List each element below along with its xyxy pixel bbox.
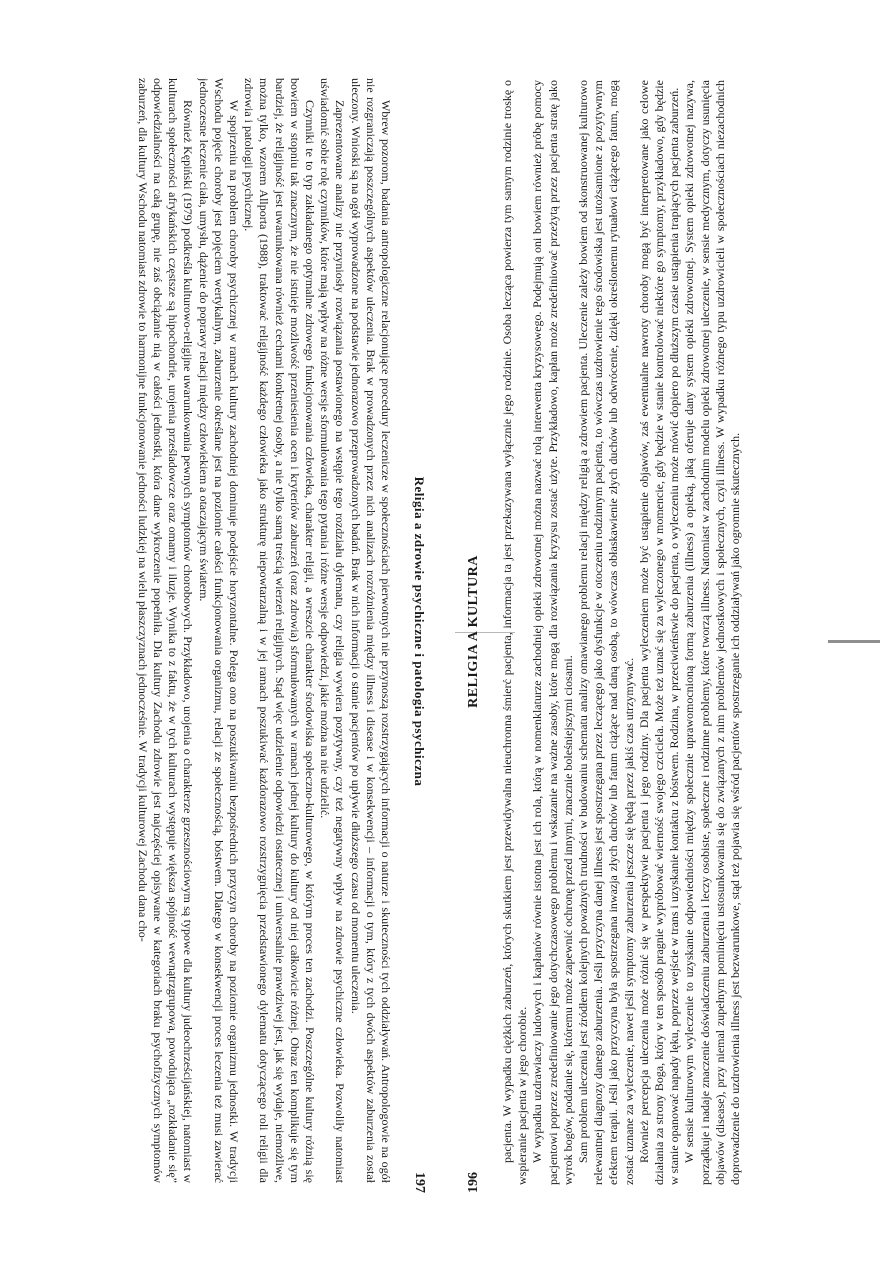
scan-mark [828, 640, 880, 643]
paragraph: W wypadku uzdrawiaczy ludowych i kapłanów równie istotna jest ich rola, którą w nomenklaturze zachodniej opieki zdrowotnej można nazwać rolą interwenta kryzysowego. Podejmują oni bowiem również próbę pomocy pacjentowi poprzez zredefiniowanie jego dotychczasowego problemu i wskazanie na ważne zasoby, które mogą dla rozwiązania kryzysu zostać użyte. Przykładowo, kapłan może zredefiniować przeżytą przez pacjenta stratę jako wyrok bogów, poddanie się, któremu może zapewnić ochronę przed innymi, znacznie boleśniejszymi ciosami. [530, 80, 575, 1185]
scan-mark [455, 632, 515, 633]
paragraph: Zaprezentowane analizy nie przyniosły rozwiązania postawionego na wstępie tego rozdziału dylematu, czy religia wywiera pozytywny, czy też negatywny wpływ na zdrowie psychiczne człowieka. Pozwoliły natomiast uświadomić sobie rolę czynników, które mają wpływ na różne wersje sformułowania tego pytania i różne wersje odpowiedzi, jakie można na nie udzielić. [318, 78, 348, 1183]
paragraph: Czynniki te to typ zakładanego optymalne zdrowego funkcjonowania człowieka, charakter religii, a wreszcie charakter środowiska społeczno-kulturowego, w którym proces ten zachodzi. Poszczególne kultury różnią się bowiem w stopniu tak znacznym, że nie istnieje możliwość przeniesienia ocen i kryteriów zaburzeń (oraz zdrowia) sformułowanych w ramach jednej kultury do kultury od niej całkowicie różnej. Obraz ten komplikuje się tym bardziej, że religijność jest uwarunkowana również cechami konkretnej osoby, a nie tylko samą treścią wierzeń religijnych. Stąd więc udzielenie odpowiedzi ostatecznej i uniwersalnie prawdziwej jest, jak się wydaje, niemożliwe, można tylko, wzorem Allporta (1988), traktować religijność każdego człowieka jako strukturę niepowtarzalną i w jej ramach poszukiwać każdorazowo rozstrzygnięcia przedstawionego dylematu dotyczącego roli religii dla zdrowia i patologii psychicznej. [242, 78, 317, 1183]
paragraph: Sam problem uleczenia jest źródłem kolejnych poważnych trudności w budowaniu schematu analizy omawianego problemu relacji między religią a zdrowiem pacjenta. Uleczenie zależy bowiem od skonstruowanej kulturowo relewantnej diagnozy danego zaburzenia. Jeśli przyczyna danej illness jest spostrzegana przez leczącego jako dysfunkcje w otoczeniu rodzinnym pacjenta, to wówczas uzdrowienie tego środowiska jest utożsamione z pozytywnym efektem terapii. Jeśli jako przyczyna była spostrzegana inwazja złych duchów lub fatum ciążące nad daną osobą, to wówczas obłaskawienie złych duchów lub odwrócenie, dzięki określonemu rytuałowi ciążącego fatum, mogą zostać uznane za wyleczenie, nawet jeśli symptomy zaburzenia jeszcze się będą przez jakiś czas utrzymywać. [576, 80, 636, 1185]
right-page-number: 197 [412, 1172, 427, 1193]
paragraph: W sensie kulturowym wyleczenie to uzyskanie odpowiedniości między społecznie uprawomocnioną formą zaburzenia (illness) a opieką, jaką oferuje dany system opieki zdrowotnej. System opieki zdrowotnej nazywa, porządkuje i nadaje znaczenie doświadczeniu zaburzenia i leczy osobiste, społeczne i rodzinne problemy, które tworzą illness. Natomiast w zachodnim modelu opieki zdrowotnej uleczenie, w sensie medycznym, dotyczy usunięcia objawów (disease), przy niemal zupełnym pominięciu ustosunkowania się do związanych z nim problemów jednostkowych i społecznych, czyli illness. W wypadku różnego typu uzdrowicieli w społecznościach niezachodnich doprowadzenie do uzdrowienia illness jest bezwarunkowe, stąd też pojawia się wśród pacjentów spostrzeganie ich oddziaływań jako ogromnie skutecznych. [682, 80, 743, 1185]
left-body-text [500, 80, 870, 1185]
right-body-text [23, 78, 393, 1183]
paragraph: Również percepcja uleczenia może różnić się w perspektywie pacjenta i jego rodziny. Dla pacjenta wyleczeniem może być ustąpienie objawów, zaś ewentualne nawroty choroby mogą być interpretowane jako celowe działania za strony Boga, który w ten sposób pragnie wypróbować wierność swojego czciciela. Może też uznać się za wyleczonego w momencie, gdy będzie w stanie kontrolować niektóre go symptomy, przykładowo, gdy będzie w stanie opanować napady lęku, poprzez wejście w trans i uzyskanie kontaktu z bóstwem. Rodzina, w przeciwieństwie do pacjenta, o wyleczeniu może mówić dopiero po dłuższym czasie ustąpienia trapiących pacjenta zaburzeń. [636, 80, 682, 1185]
right-running-title: Religia a zdrowie psychiczne i patologia psychiczna [412, 476, 427, 787]
right-running-head [405, 70, 427, 1193]
paragraph: pacjenta. W wypadku ciężkich zaburzeń, których skutkiem jest przewidywalna nieuchronna śmierć pacjenta, informacja ta jest przekazywana wyłącznie jego rodzinie. Osoba lecząca powierza tym samym rodzinie troskę o wspieranie pacjenta w jego chorobie. [500, 80, 530, 1185]
left-page-number: 196 [466, 1172, 481, 1193]
paragraph: W spojrzeniu na problem choroby psychicznej w ramach kultury zachodniej dominuje podejście horyzontalne. Polega ono na poszukiwaniu bezpośrednich przyczyn choroby na poziomie organizmu jednostki. W tradycji Wschodu pojęcie choroby jest pojęciem wertykalnym, zaburzenie określane jest na poziomie całości funkcjonowania organizmu, relacji ze społecznością, bóstwem. Dlatego w konsekwencji proces leczenia też musi zawierać jednoczesne leczenie ciała, umysłu, dążenie do poprawy relacji między człowiekiem a otaczającym światem. [196, 78, 241, 1183]
paragraph: Również Kępiński (1979) podkreśla kulturowo-religijne uwarunkowania pewnych symptomów chorobowych. Przykładowo, urojenia o charakterze grzesznościowym są typowe dla kultury judeochrześcijańskiej, natomiast w kulturach społeczności afrykańskich częstsze są hipochondrie, urojenia prześladowcze oraz omamy i iluzje. Wynika to z faktu, że w tych kulturach występuje większa spójność wewnątrzgrupowa, powodująca „rozkładanie się” odpowiedzialności na całą grupę, nie zaś obciążanie nią w całości jednostki, która dane wykroczenie popełniła. Dla kultury Zachodu zdrowie jest najczęściej opisywane w kategoriach braku psychofizycznych symptomów zaburzeń, dla kultury Wschodu natomiast zdrowie to harmonijne funkcjonowanie jedności ludzkiej na wielu płaszczyznach jednocześnie. W tradycji kulturowej Zachodu dana cho- [135, 78, 196, 1183]
left-running-title: RELIGIA A KULTURA [466, 555, 481, 708]
right-page [1, 0, 447, 1263]
paragraph: Wbrew pozorom, badania antropologiczne relacjonujące procedury leczenicze w społecznościach pierwotnych nie przynoszą rozstrzygających informacji o naturze i skuteczności tych oddziaływań. Antropologowie na ogół nie rozgraniczają poszczególnych aspektów uleczenia. Brak w prowadzonych przez nich analizach rozróżnienia między illness i disease i w konsekwencji – informacji o tym, który z tych dwóch aspektów zaburzenia został uleczony. Wnioski są na ogół wyprowadzone na podstawie jednorazowo przeprowadzonych badań. Brak w nich informacji o stanie pacjentów po upływie dłuższego czasu od momentu uleczenia. [348, 78, 393, 1183]
